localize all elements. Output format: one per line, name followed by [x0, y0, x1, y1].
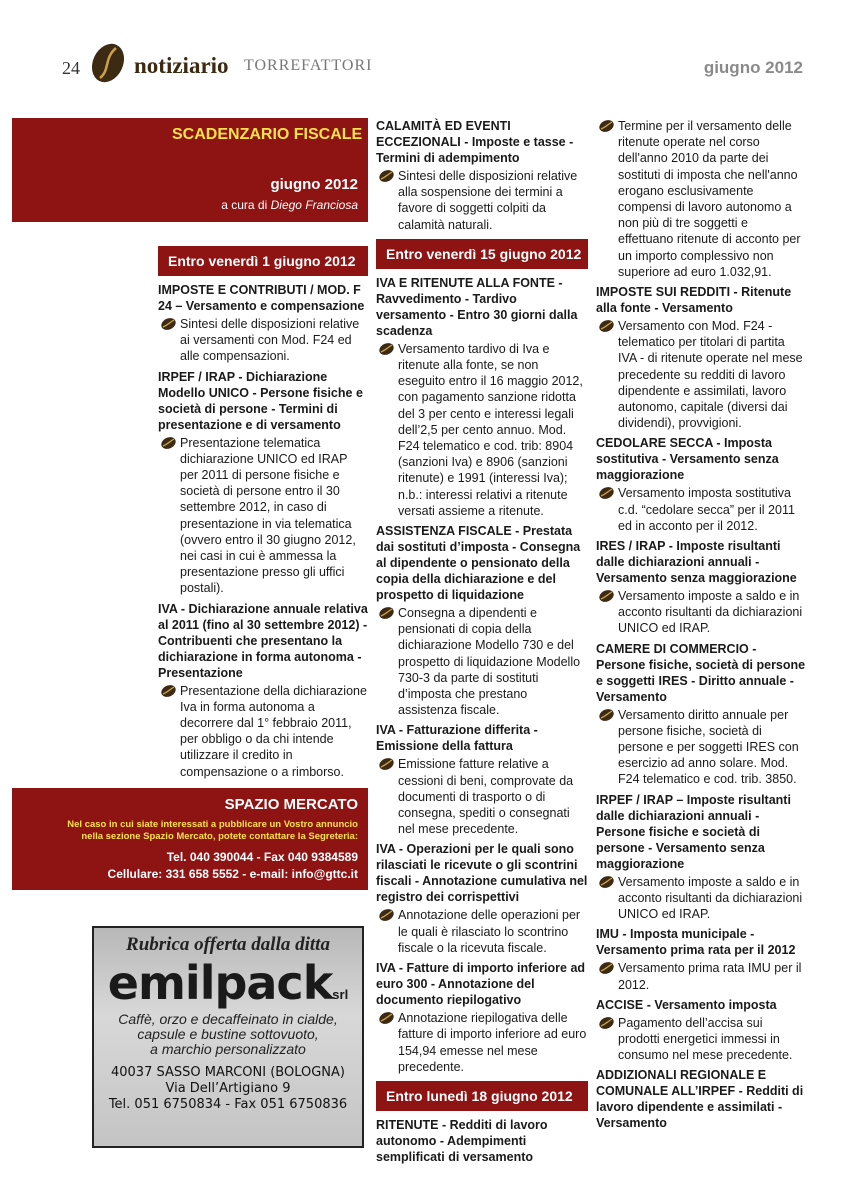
list-item [596, 960, 806, 992]
list-item [158, 435, 368, 597]
emilpack-advertisement [92, 926, 364, 1148]
section-title: IVA - Fatture di importo inferiore ad euro 300 - Annotazione del documento riepilogativo [376, 961, 586, 1008]
author-prefix: a cura di [221, 198, 268, 212]
section-title: IVA - Fatturazione differita - Emissione della fattura [376, 723, 538, 754]
coffee-bean-icon [378, 757, 395, 771]
ad-description [100, 1012, 356, 1057]
item-text: Annotazione delle operazioni per le quali è rilasciato lo scontrino fiscale o la ricevuta fiscale. [398, 908, 581, 955]
list-item [596, 707, 806, 788]
coffee-bean-icon [598, 119, 615, 133]
coffee-bean-icon [378, 908, 395, 922]
coffee-bean-icon [598, 319, 615, 333]
ad-rubrica: Rubrica offerta dalla ditta [126, 934, 330, 955]
spazio-mercato-box [12, 788, 368, 890]
item-text: Versamento imposte a saldo e in acconto risultanti da dichiarazioni UNICO ed IRAP. [618, 874, 803, 922]
scadenzario-month: giugno 2012 [270, 176, 358, 193]
ad-addr-line: Via Dell’Artigiano 9 [165, 1081, 291, 1096]
section [596, 641, 806, 788]
item-text: Consegna a dipendenti e pensionati di copia della dichiarazione Modello 730 e del prospetto di liquidazione Modello 730-3 da parte di sostituti d’imposta che prestano assistenza fiscale. [398, 606, 581, 718]
spazio-mercato-contacts [22, 849, 358, 883]
list-item [596, 118, 806, 280]
ad-addr-line: 40037 SASSO MARCONI (BOLOGNA) [110, 1065, 345, 1080]
list-item [376, 605, 588, 718]
ad-brand: emilpack [107, 956, 333, 1010]
coffee-bean-icon [378, 1011, 395, 1025]
date-bar: Entro venerdì 1 giugno 2012 [158, 246, 368, 276]
item-text: Versamento con Mod. F24 - telematico per titolari di partita IVA - di ritenute operate nel mese precedente su redditi di lavoro dipendente e assimilati, lavoro autonomo, capitale (diversi dai dividendi), provvigioni. [618, 319, 803, 431]
ad-address [100, 1065, 356, 1113]
item-text: Versamento imposta sostitutiva c.d. “cedolare secca” per il 2011 ed in acconto per il 2012. [618, 486, 795, 533]
note-line: Nel caso in cui siate interessati a pubblicare un Vostro annuncio [67, 819, 358, 830]
coffee-bean-icon [378, 606, 395, 620]
section [376, 523, 588, 718]
coffee-bean-icon [598, 1016, 615, 1030]
section-title: IRPEF / IRAP – Imposte risultanti dalle dichiarazioni annuali - Persone fisiche e società di persone - Versamento senza maggiorazione [596, 792, 791, 871]
item-text: Annotazione riepilogativa delle fatture di importo inferiore ad euro 154,94 emesse nel mese precedente. [398, 1011, 587, 1074]
section [596, 284, 806, 431]
section-title: IMPOSTE E CONTRIBUTI / MOD. F 24 – Versamento e compensazione [158, 283, 365, 313]
section-title: ADDIZIONALI REGIONALE E COMUNALE ALL’IRPEF - Redditi di lavoro dipendente e assimilati - Versamento [596, 1068, 804, 1131]
coffee-bean-icon [160, 436, 177, 450]
list-item [596, 874, 806, 923]
section [596, 792, 806, 923]
section-title: CAMERE DI COMMERCIO - Persone fisiche, società di persone e soggetti IRES - Diritto annuale - Versamento [596, 641, 806, 704]
section [158, 601, 368, 780]
item-text: Versamento tardivo di Iva e ritenute alla fonte, se non eseguito entro il 16 maggio 2012, con pagamento sanzione ridotta del 3 per cento e interessi legali dell’2,5 per cento annuo. Mod. F24 telematico e cod. trib: 8904 (sanzioni Iva) e 8906 (sanzioni ritenute) e 1991 (interessi Iva); n.b.: interessi relativi a ritenute versati assieme a ritenute. [398, 341, 583, 518]
list-item [376, 756, 588, 837]
list-item [596, 485, 806, 534]
list-item [376, 1010, 588, 1075]
author-name: Diego Franciosa [270, 198, 358, 212]
section-title: IVA - Dichiarazione annuale relativa al 2011 (fino al 30 settembre 2012) - Contribuenti che presentano la dichiarazione in forma autonoma - Presentazione [158, 601, 368, 680]
section-title: RITENUTE - Redditi di lavoro autonomo - Adempimenti semplificati di versamento [376, 1117, 548, 1164]
ad-srl: srl [332, 987, 349, 1002]
column-2 [376, 118, 588, 1167]
column-3 [596, 118, 806, 1133]
brand-subtitle: TORREFATTORI [244, 57, 373, 74]
item-text: Versamento imposte a saldo e in acconto risultanti da dichiarazioni UNICO ed IRAP. [618, 589, 803, 636]
section-title: IRES / IRAP - Imposte risultanti dalle dichiarazioni annuali - Versamento senza maggiorazione [596, 539, 797, 586]
list-item [376, 341, 588, 519]
scadenzario-header [12, 118, 368, 222]
section-title: ASSISTENZA FISCALE - Prestata dai sostituti d’imposta - Consegna al dipendente o pensionato della copia della dichiarazione e del prospetto di liquidazione [376, 524, 581, 603]
list-item [596, 1015, 806, 1064]
section [596, 997, 806, 1064]
coffee-bean-icon [598, 875, 615, 889]
section [376, 841, 588, 956]
coffee-bean-icon [598, 708, 615, 722]
item-text: Sintesi delle disposizioni relative ai versamenti con Mod. F24 ed alle compensazioni. [180, 317, 360, 364]
section-title: IVA - Operazioni per le quali sono rilasciati le ricevute o gli scontrini fiscali - Annotazione cumulativa nel registro dei corrispettivi [376, 842, 588, 905]
scadenzario-author [221, 198, 358, 212]
scadenzario-title: SCADENZARIO FISCALE [172, 126, 363, 143]
section-title: IVA E RITENUTE ALLA FONTE - Ravvedimento - Tardivo versamento - Entro 30 giorni dalla scadenza [376, 275, 578, 338]
list-item [158, 316, 368, 365]
ad-brand-line [100, 956, 356, 1010]
coffee-bean-icon [378, 342, 395, 356]
list-item [158, 683, 368, 780]
issue-date: giugno 2012 [703, 58, 803, 77]
spazio-mercato-title: SPAZIO MERCATO [224, 796, 358, 813]
ad-addr-line: Tel. 051 6750834 - Fax 051 6750836 [108, 1097, 348, 1112]
spazio-mercato-note [22, 819, 358, 843]
contact-line: Cellulare: 331 658 5552 - e-mail: info@gttc.it [107, 867, 358, 881]
coffee-bean-logo-icon [88, 40, 128, 86]
section-title: IRPEF / IRAP - Dichiarazione Modello UNICO - Persone fisiche e società di persone - Termini di presentazione e di versamento [158, 369, 363, 432]
date-bar: Entro lunedì 18 giugno 2012 [376, 1081, 588, 1111]
brand-name: notiziario [134, 53, 229, 78]
section [376, 960, 588, 1075]
item-text: Sintesi delle disposizioni relative alla sospensione dei termini a favore di soggetti colpiti da calamità naturali. [398, 169, 578, 232]
section [158, 282, 368, 365]
ad-desc-line: Caffè, orzo e decaffeinato in cialde, [118, 1011, 338, 1027]
list-item [376, 907, 588, 956]
item-text: Emissione fatture relative a cessioni di beni, comprovate da documenti di trasporto o di consegna, spediti o consegnati nel mese precedente. [398, 757, 574, 837]
note-line: nella sezione Spazio Mercato, potete contattare la Segreteria: [81, 831, 358, 842]
coffee-bean-icon [598, 961, 615, 975]
section-title: ACCISE - Versamento imposta [596, 997, 777, 1012]
item-text: Presentazione della dichiarazione Iva in forma autonoma a decorrere dal 1° febbraio 2011, per obbligo o da chi intende utilizzare il credito in compensazione o a rimborso. [180, 683, 367, 779]
section [596, 435, 806, 534]
item-text: Presentazione telematica dichiarazione UNICO ed IRAP per 2011 di persone fisiche e società di persone entro il 30 settembre 2012, in caso di presentazione in via telematica (ovvero entro il 30 giugno 2012, nei casi in cui è ammessa la presentazione presso gli uffici postali). [180, 435, 356, 596]
section [596, 538, 806, 637]
section [596, 926, 806, 992]
section-title: CEDOLARE SECCA - Imposta sostitutiva - Versamento senza maggiorazione [596, 436, 779, 483]
list-item [596, 318, 806, 431]
page-header [0, 0, 855, 100]
section-title: IMPOSTE SUI REDDITI - Ritenute alla fonte - Versamento [596, 285, 792, 316]
coffee-bean-icon [160, 317, 177, 331]
section [376, 722, 588, 837]
list-item [596, 588, 806, 637]
item-text: Versamento prima rata IMU per il 2012. [618, 961, 802, 992]
coffee-bean-icon [378, 169, 395, 183]
ad-desc-line: a marchio personalizzato [150, 1041, 306, 1057]
section [158, 369, 368, 597]
item-text: Termine per il versamento delle ritenute operate nel corso dell'anno 2010 da parte dei sostituti di imposta che nell'anno erogano esclusivamente compensi di lavoro autonomo a non più di tre soggetti e effettuano ritenute di acconto per un importo complessivo non superiore ad euro 1.032,91. [618, 119, 801, 279]
coffee-bean-icon [160, 684, 177, 698]
coffee-bean-icon [598, 486, 615, 500]
coffee-bean-icon [598, 589, 615, 603]
ad-desc-line: capsule e bustine sottovuoto, [137, 1026, 319, 1042]
column-1 [158, 240, 368, 784]
section [376, 118, 588, 233]
section-title: CALAMITÀ ED EVENTI ECCEZIONALI - Imposte e tasse - Termini di adempimento [376, 119, 574, 165]
section [376, 275, 588, 519]
date-bar: Entro venerdì 15 giugno 2012 [376, 239, 588, 269]
section-title: IMU - Imposta municipale - Versamento prima rata per il 2012 [596, 927, 796, 958]
contact-line: Tel. 040 390044 - Fax 040 9384589 [166, 850, 358, 864]
item-text: Versamento diritto annuale per persone fisiche, società di persone e per soggetti IRES con esercizio ad anno solare. Mod. F24 telematico e cod. trib. 3850. [618, 707, 799, 787]
item-text: Pagamento dell’accisa sui prodotti energetici immessi in consumo nel mese precedente. [618, 1015, 793, 1063]
page-number: 24 [62, 58, 80, 78]
list-item [376, 168, 588, 233]
